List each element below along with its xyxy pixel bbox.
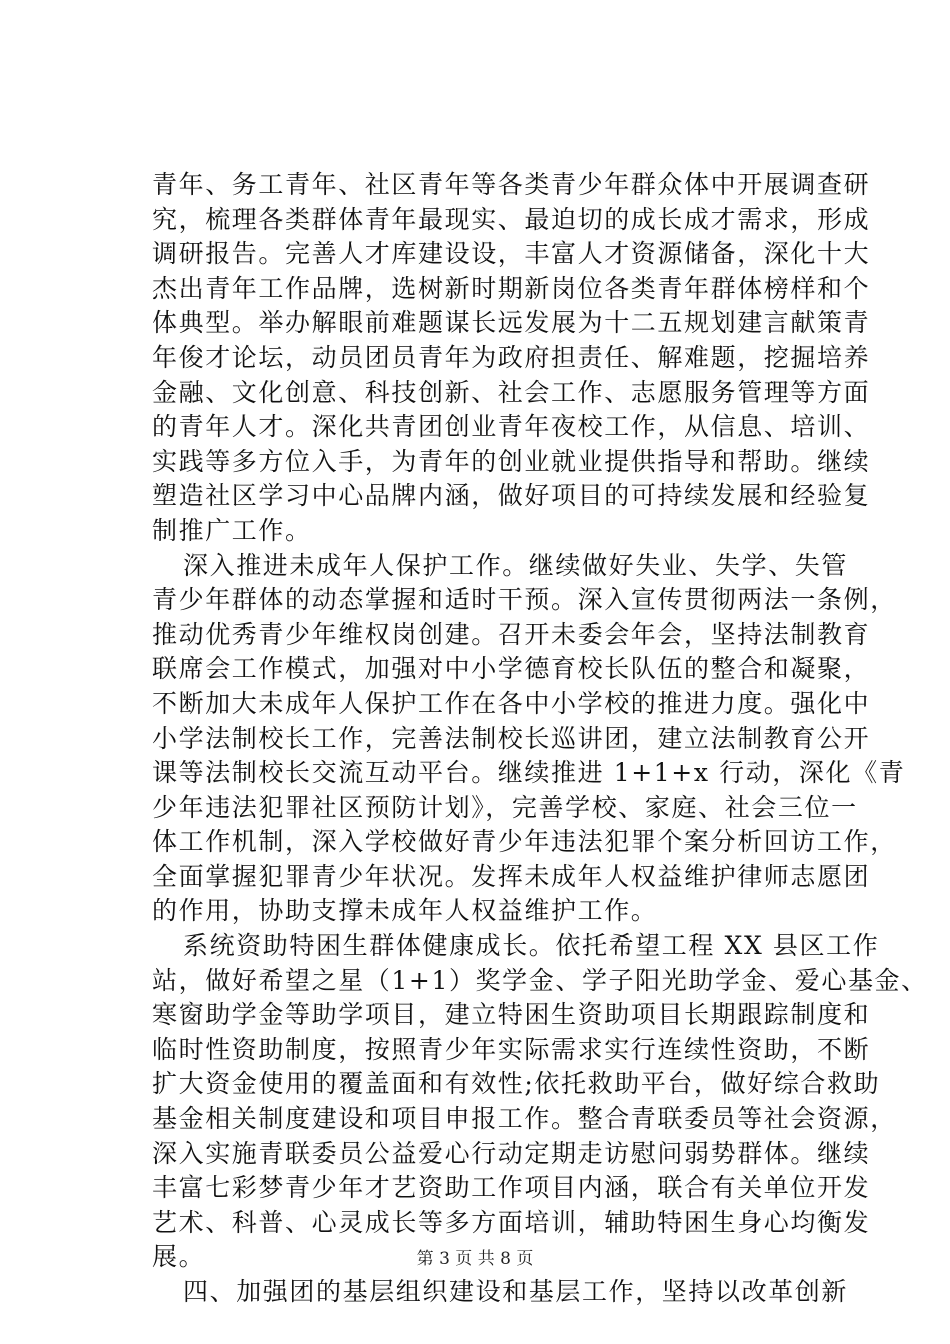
text-line: 课等法制校长交流互动平台。继续推进 1+1+x 行动，深化《青 <box>152 758 906 788</box>
text-line: 寒窗助学金等助学项目，建立特困生资助项目长期跟踪制度和 <box>152 1000 871 1030</box>
text-line: 少年违法犯罪社区预防计划》，完善学校、家庭、社会三位一 <box>152 792 858 822</box>
page-number-info: 第 3 页 共 8 页 <box>416 1249 534 1269</box>
text-line: 塑造社区学习中心品牌内涵，做好项目的可持续发展和经验复 <box>152 481 871 511</box>
paragraph-start-line: 深入推进未成年人保护工作。继续做好失业、失学、失管 <box>183 550 849 580</box>
text-line: 的作用，协助支撑未成年人权益维护工作。 <box>152 896 658 926</box>
text-line: 扩大资金使用的覆盖面和有效性;依托救助平台，做好综合救助 <box>152 1069 881 1099</box>
text-line: 的青年人才。深化共青团创业青年夜校工作，从信息、培训、 <box>152 412 871 442</box>
text-line: 杰出青年工作品牌，选树新时期新岗位各类青年群体榜样和个 <box>152 273 871 303</box>
text-line: 制推广工作。 <box>152 515 312 545</box>
document-body <box>152 168 928 1310</box>
text-line: 深入实施青联委员公益爱心行动定期走访慰问弱势群体。继续 <box>152 1138 871 1168</box>
text-line: 展。 <box>152 1242 206 1272</box>
text-line: 金融、文化创意、科技创新、社会工作、志愿服务管理等方面 <box>152 377 871 407</box>
text-line: 站，做好希望之星（1+1）奖学金、学子阳光助学金、爱心基金、 <box>152 965 928 995</box>
paragraph-start-line: 系统资助特困生群体健康成长。依托希望工程 XX 县区工作 <box>183 931 880 961</box>
text-line: 临时性资助制度，按照青少年实际需求实行连续性资助，不断 <box>152 1034 871 1064</box>
text-line: 调研报告。完善人才库建设设，丰富人才资源储备，深化十大 <box>152 239 871 269</box>
text-line: 青少年群体的动态掌握和适时干预。深入宣传贯彻两法一条例， <box>152 585 897 615</box>
text-line: 青年、务工青年、社区青年等各类青少年群众体中开展调查研 <box>152 170 871 199</box>
text-line: 基金相关制度建设和项目申报工作。整合青联委员等社会资源， <box>152 1104 897 1134</box>
text-line: 艺术、科普、心灵成长等多方面培训，辅助特困生身心均衡发 <box>152 1207 871 1237</box>
text-line: 实践等多方位入手，为青年的创业就业提供指导和帮助。继续 <box>152 446 871 476</box>
text-line: 究，梳理各类群体青年最现实、最迫切的成长成才需求，形成 <box>152 204 871 234</box>
page-footer <box>0 1244 950 1269</box>
text-line: 丰富七彩梦青少年才艺资助工作项目内涵，联合有关单位开发 <box>152 1173 871 1203</box>
text-line: 体工作机制，深入学校做好青少年违法犯罪个案分析回访工作， <box>152 827 897 857</box>
paragraph-start-line: 四、加强团的基层组织建设和基层工作，坚持以改革创新 <box>183 1277 849 1306</box>
text-line: 体典型。举办解眼前难题谋长远发展为十二五规划建言献策青 <box>152 308 871 338</box>
text-line: 全面掌握犯罪青少年状况。发挥未成年人权益维护律师志愿团 <box>152 861 871 891</box>
text-line: 不断加大未成年人保护工作在各中小学校的推进力度。强化中 <box>152 688 871 718</box>
text-line: 小学法制校长工作，完善法制校长巡讲团，建立法制教育公开 <box>152 723 871 753</box>
text-line: 年俊才论坛，动员团员青年为政府担责任、解难题，挖掘培养 <box>152 342 871 372</box>
text-line: 推动优秀青少年维权岗创建。召开未委会年会，坚持法制教育 <box>152 619 871 649</box>
text-line: 联席会工作模式，加强对中小学德育校长队伍的整合和凝聚， <box>152 654 871 684</box>
